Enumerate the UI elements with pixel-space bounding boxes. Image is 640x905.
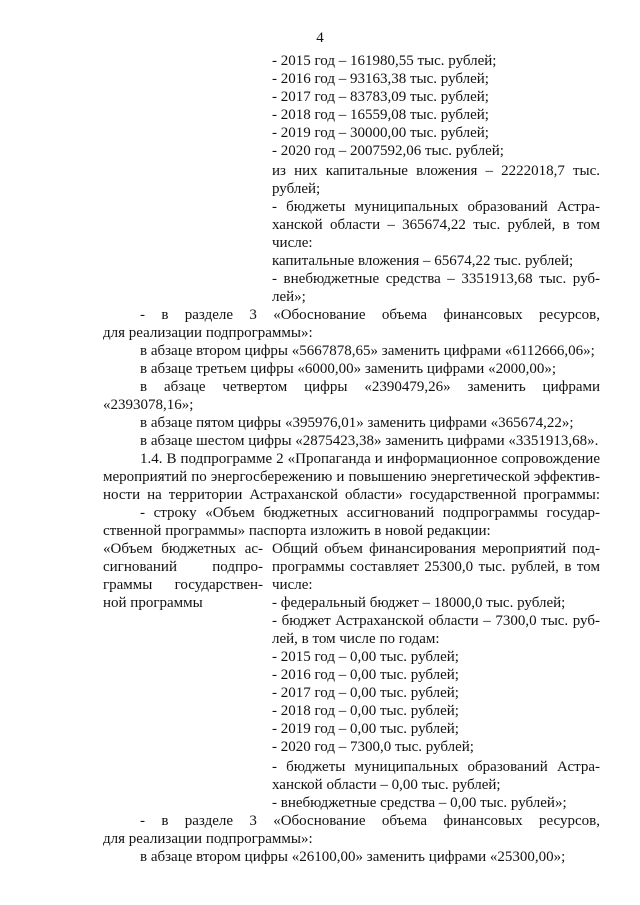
budget-line: лей»;	[272, 289, 306, 305]
budget-line: числе:	[272, 235, 313, 251]
passport-value-line: лей, в том числе по годам:	[272, 631, 440, 647]
passport-label-line: сигнований подпро-	[103, 559, 263, 575]
budget-line: - 2015 год – 161980,55 тыс. рублей;	[272, 53, 497, 69]
text-line: - строку «Объем бюджетных ассигнований подпрограммы государ-	[140, 505, 600, 521]
passport-label-line: «Объем бюджетных ас-	[103, 541, 263, 557]
budget-line: - бюджеты муниципальных образований Астра-	[272, 199, 600, 215]
budget-line: ханской области – 365674,22 тыс. рублей, в том	[272, 217, 600, 233]
passport-value-line: - 2017 год – 0,00 тыс. рублей;	[272, 685, 459, 701]
passport-value-line: - бюджет Астраханской области – 7300,0 тыс. руб-	[272, 613, 600, 629]
passport-value-line: - федеральный бюджет – 18000,0 тыс. рублей;	[272, 595, 566, 611]
text-line: в абзаце пятом цифры «395976,01» заменить цифрами «365674,22»;	[140, 415, 574, 431]
text-line: в абзаце втором цифры «5667878,65» заменить цифрами «6112666,06»;	[140, 343, 595, 359]
text-line: для реализации подпрограммы»:	[103, 831, 313, 847]
text-line: в абзаце третьем цифры «6000,00» заменить цифрами «2000,00»;	[140, 361, 556, 377]
passport-label-line: ной программы	[103, 595, 203, 611]
budget-line: - 2019 год – 30000,00 тыс. рублей;	[272, 125, 489, 141]
passport-value-line: Общий объем финансирования мероприятий под-	[272, 541, 600, 557]
text-line: в абзаце четвертом цифры «2390479,26» заменить цифрами	[140, 379, 600, 395]
passport-value-line: - 2020 год – 7300,0 тыс. рублей;	[272, 739, 474, 755]
budget-line: - внебюджетные средства – 3351913,68 тыс. руб-	[272, 271, 600, 287]
text-line: мероприятий по энергосбережению и повышению энергетической эффектив-	[103, 469, 600, 485]
passport-value-line: - 2019 год – 0,00 тыс. рублей;	[272, 721, 459, 737]
budget-line: рублей;	[272, 181, 321, 197]
passport-label-line: граммы государствен-	[103, 577, 263, 593]
passport-value-line: - 2018 год – 0,00 тыс. рублей;	[272, 703, 459, 719]
text-line: - в разделе 3 «Обоснование объема финансовых ресурсов,	[140, 307, 600, 323]
passport-value-line: - 2015 год – 0,00 тыс. рублей;	[272, 649, 459, 665]
text-line: в абзаце шестом цифры «2875423,38» заменить цифрами «3351913,68».	[140, 433, 599, 449]
text-line: - в разделе 3 «Обоснование объема финансовых ресурсов,	[140, 813, 600, 829]
passport-value-line: числе:	[272, 577, 313, 593]
text-line: ности на территории Астраханской области» государственной программы:	[103, 487, 600, 503]
text-line: для реализации подпрограммы»:	[103, 325, 313, 341]
passport-value-line: - 2016 год – 0,00 тыс. рублей;	[272, 667, 459, 683]
text-line: в абзаце втором цифры «26100,00» заменить цифрами «25300,00»;	[140, 849, 566, 865]
passport-value-line: ханской области – 0,00 тыс. рублей;	[272, 777, 501, 793]
passport-value-line: - внебюджетные средства – 0,00 тыс. рублей»;	[272, 795, 567, 811]
text-line: 1.4. В подпрограмме 2 «Пропаганда и информационное сопровождение	[140, 451, 600, 467]
text-line: ственной программы» паспорта изложить в новой редакции:	[103, 523, 491, 539]
budget-line: - 2018 год – 16559,08 тыс. рублей;	[272, 107, 489, 123]
page-number: 4	[316, 30, 324, 46]
budget-line: - 2017 год – 83783,09 тыс. рублей;	[272, 89, 489, 105]
passport-value-line: программы составляет 25300,0 тыс. рублей, в том	[272, 559, 600, 575]
text-line: «2393078,16»;	[103, 397, 194, 413]
budget-line: - 2016 год – 93163,38 тыс. рублей;	[272, 71, 489, 87]
passport-value-line: - бюджеты муниципальных образований Астра-	[272, 759, 600, 775]
budget-line: - 2020 год – 2007592,06 тыс. рублей;	[272, 143, 504, 159]
budget-line: из них капитальные вложения – 2222018,7 тыс.	[272, 163, 600, 179]
budget-line: капитальные вложения – 65674,22 тыс. рублей;	[272, 253, 574, 269]
